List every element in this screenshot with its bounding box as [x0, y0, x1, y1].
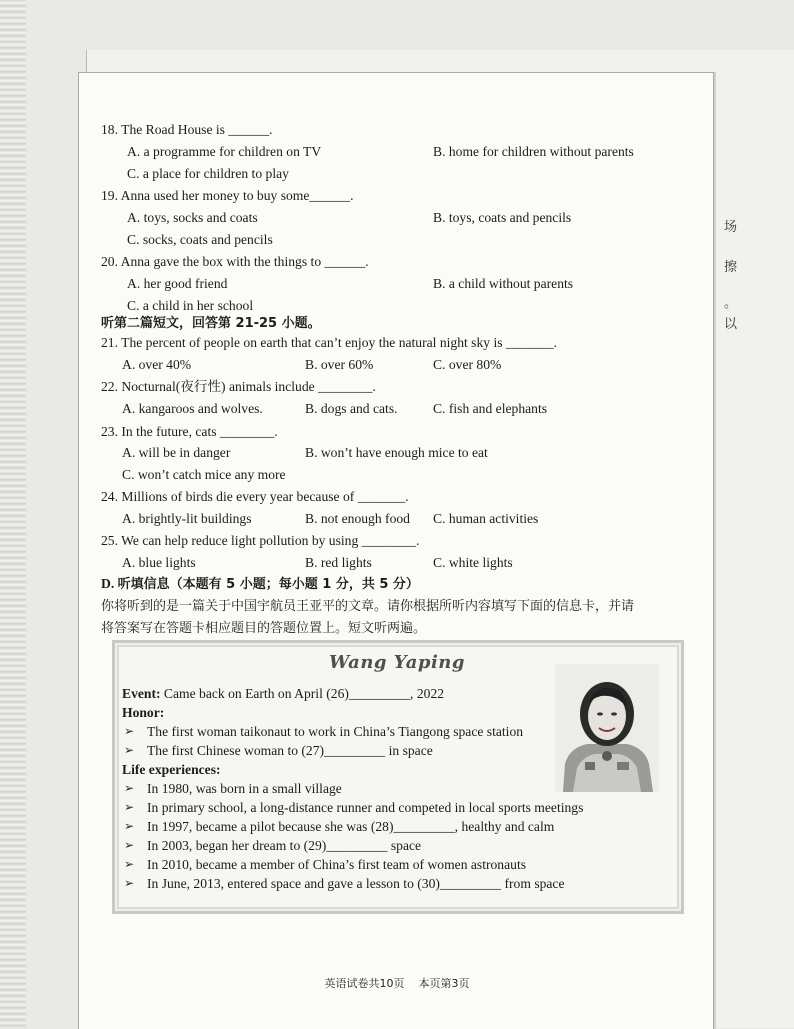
- event-label: Event:: [122, 686, 161, 701]
- question-22-stem: 22. Nocturnal(夜行性) animals include ________.: [101, 379, 376, 394]
- question-21-option-b: B. over 60%: [305, 357, 374, 372]
- question-19-option-c: C. socks, coats and pencils: [127, 232, 273, 247]
- arrow-bullet-icon: ➢: [124, 876, 135, 890]
- question-22-option-c: C. fish and elephants: [433, 401, 548, 416]
- question-24-stem: 24. Millions of birds die every year because of _______.: [101, 489, 409, 504]
- page-footer: [0, 975, 794, 991]
- experience-item: In June, 2013, entered space and gave a lesson to (30)_________ from space: [147, 876, 565, 891]
- astronaut-portrait: [555, 664, 659, 792]
- arrow-bullet-icon: ➢: [124, 838, 135, 852]
- event-text: Came back on Earth on April (26)_________, 2022: [160, 686, 445, 701]
- question-18-option-b: B. home for children without parents: [433, 144, 634, 159]
- card-event: [122, 686, 444, 702]
- honor-item: The first Chinese woman to (27)_________ in space: [147, 743, 433, 758]
- question-25-option-b: B. red lights: [305, 555, 372, 570]
- question-20-stem: 20. Anna gave the box with the things to ______.: [101, 254, 369, 269]
- question-23-option-c: C. won’t catch mice any more: [122, 467, 286, 482]
- experience-item: In 1997, became a pilot because she was (28)_________, healthy and calm: [147, 819, 555, 834]
- section-d-title: 听填信息（本题有 5 小题；每小题 1 分，共 5 分）: [117, 577, 419, 592]
- question-25-stem: 25. We can help reduce light pollution by using ________.: [101, 533, 420, 548]
- question-25-option-a: A. blue lights: [122, 555, 196, 570]
- question-22-option-b: B. dogs and cats.: [305, 401, 398, 416]
- question-25-option-c: C. white lights: [433, 555, 513, 570]
- experience-item: In 1980, was born in a small village: [147, 781, 342, 796]
- footer-total-pages: 英语试卷共10页: [324, 977, 405, 990]
- arrow-bullet-icon: ➢: [124, 800, 135, 814]
- honor-item: The first woman taikonaut to work in China’s Tiangong space station: [147, 724, 524, 739]
- arrow-bullet-icon: ➢: [124, 857, 135, 871]
- question-24-option-c: C. human activities: [433, 511, 539, 526]
- margin-note: 擦: [724, 260, 738, 275]
- section-d-heading: [101, 576, 419, 593]
- card-title: Wang Yaping: [329, 652, 465, 673]
- question-22-option-a: A. kangaroos and wolves.: [122, 401, 263, 416]
- question-23-stem: 23. In the future, cats ________.: [101, 424, 278, 439]
- section-d-instruction-line-2: 将答案写在答题卡相应题目的答题位置上。短文听两遍。: [101, 621, 427, 636]
- honor-label: Honor:: [122, 705, 165, 720]
- experience-item: In 2003, began her dream to (29)_________ space: [147, 838, 422, 853]
- arrow-bullet-icon: ➢: [124, 743, 135, 757]
- question-19-option-b: B. toys, coats and pencils: [433, 210, 572, 225]
- question-21-option-c: C. over 80%: [433, 357, 502, 372]
- question-21-stem: 21. The percent of people on earth that can’t enjoy the natural night sky is _______.: [101, 335, 557, 350]
- question-20-option-a: A. her good friend: [127, 276, 228, 291]
- arrow-bullet-icon: ➢: [124, 781, 135, 795]
- margin-note: 场: [724, 220, 738, 235]
- footer-current-page: 本页第3页: [418, 977, 470, 990]
- question-21-option-a: A. over 40%: [122, 357, 192, 372]
- section-2-heading: 听第二篇短文，回答第 21-25 小题。: [101, 316, 321, 331]
- arrow-bullet-icon: ➢: [124, 724, 135, 738]
- question-20-option-b: B. a child without parents: [433, 276, 574, 291]
- experience-item: In primary school, a long-distance runner and competed in local sports meetings: [147, 800, 584, 815]
- question-23-option-b: B. won’t have enough mice to eat: [305, 445, 488, 460]
- section-d-instruction-line-1: 你将听到的是一篇关于中国宇航员王亚平的文章。请你根据所听内容填写下面的信息卡，并请: [101, 599, 635, 614]
- margin-note: 。: [724, 296, 738, 311]
- section-d-letter: D.: [101, 576, 115, 591]
- margin-note: 以: [724, 317, 738, 332]
- question-23-option-a: A. will be in danger: [122, 445, 231, 460]
- question-24-option-a: A. brightly-lit buildings: [122, 511, 252, 526]
- question-18-stem: 18. The Road House is ______.: [101, 122, 273, 137]
- question-20-option-c: C. a child in her school: [127, 298, 254, 313]
- question-18-option-c: C. a place for children to play: [127, 166, 289, 181]
- arrow-bullet-icon: ➢: [124, 819, 135, 833]
- question-24-option-b: B. not enough food: [305, 511, 410, 526]
- life-experiences-label: Life experiences:: [122, 762, 221, 777]
- question-18-option-a: A. a programme for children on TV: [127, 144, 322, 159]
- experience-item: In 2010, became a member of China’s first team of women astronauts: [147, 857, 527, 872]
- question-19-stem: 19. Anna used her money to buy some______.: [101, 188, 354, 203]
- question-19-option-a: A. toys, socks and coats: [127, 210, 258, 225]
